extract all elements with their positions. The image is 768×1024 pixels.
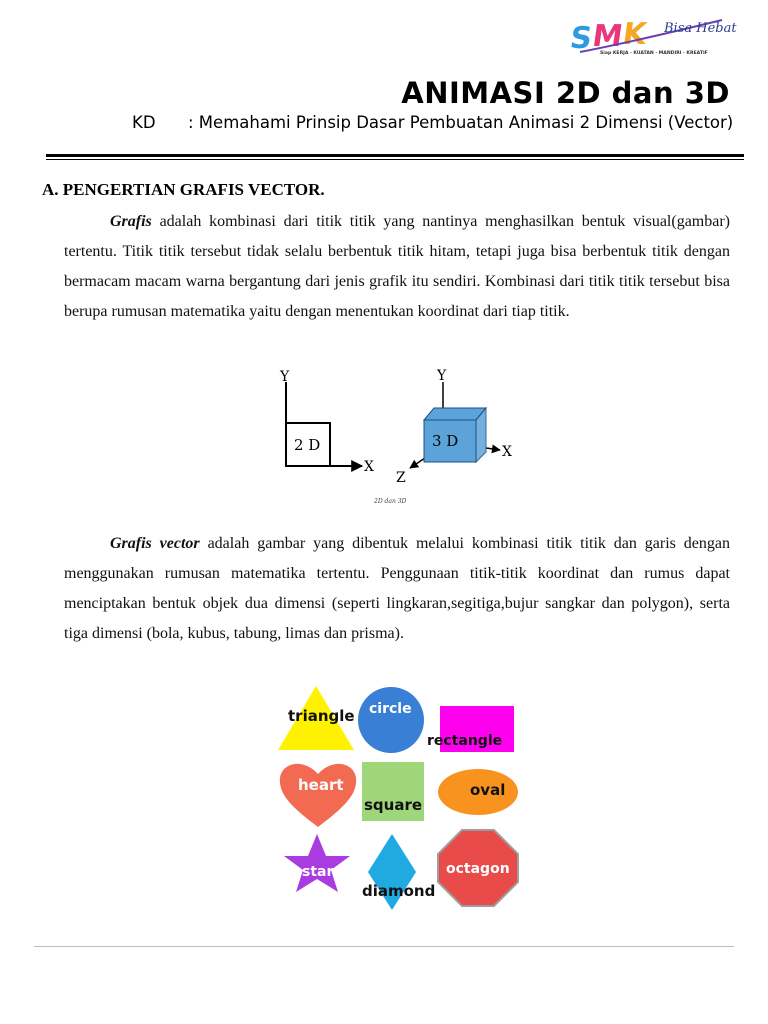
page-title: ANIMASI 2D dan 3D bbox=[401, 76, 730, 110]
triangle-label: triangle bbox=[288, 707, 355, 725]
label-3d: 3 D bbox=[432, 432, 459, 450]
smk-logo bbox=[567, 12, 737, 56]
logo-subline: Siap KERJA · KUATAN · MANDIRI · KREATIF bbox=[600, 51, 708, 56]
shape-rectangle bbox=[427, 706, 514, 752]
rectangle-label: rectangle bbox=[427, 733, 503, 749]
shape-heart bbox=[280, 764, 356, 827]
paragraph-grafis-vector bbox=[64, 529, 730, 649]
header-rule-thick bbox=[46, 154, 744, 157]
term-grafis-vector: Grafis vector bbox=[110, 535, 200, 552]
paragraph-grafis-text: adalah kombinasi dari titik titik yang nantinya menghasilkan bentuk visual(gambar) tertentu. Titik titik tersebut tidak selalu berbentuk titik hitam, tetapi juga bisa berbentuk titik dengan bermacam macam warna bergantung dari jenis grafik itu sendiri. Kombinasi dari titik titik tersebut bisa berupa rumusan matematika yaitu dengan menentukan koordinat dari tiap titik. bbox=[64, 213, 730, 320]
oval-label: oval bbox=[470, 781, 506, 799]
shape-oval bbox=[438, 769, 518, 815]
header-rule-thin bbox=[46, 159, 744, 160]
figure-2d-3d bbox=[264, 364, 524, 510]
axis-x-3d-line bbox=[486, 448, 500, 450]
square-label: square bbox=[364, 796, 423, 814]
axis-x-2d-label: X bbox=[364, 459, 374, 475]
term-grafis: Grafis bbox=[110, 213, 152, 230]
logo-letter-s: S bbox=[567, 21, 595, 56]
axis-y-2d-label: Y bbox=[280, 369, 290, 385]
shape-circle bbox=[358, 687, 424, 753]
diamond-label: diamond bbox=[362, 882, 436, 900]
cube-top-face bbox=[424, 408, 486, 420]
octagon-label: octagon bbox=[446, 861, 510, 877]
shape-octagon bbox=[438, 830, 518, 906]
section-heading: A. PENGERTIAN GRAFIS VECTOR. bbox=[42, 180, 325, 199]
kd-line bbox=[132, 113, 734, 132]
shape-star bbox=[284, 834, 350, 892]
logo-tagline: Bisa Hebat bbox=[664, 21, 737, 36]
star-label: star bbox=[302, 864, 334, 880]
footer-rule bbox=[34, 946, 734, 947]
axis-y-3d-label: Y bbox=[437, 368, 447, 384]
logo-letter-m: M bbox=[590, 19, 625, 54]
circle-label: circle bbox=[369, 701, 412, 717]
heart-label: heart bbox=[298, 776, 344, 794]
circle-shape bbox=[358, 687, 424, 753]
figure-caption: 2D dan 3D bbox=[374, 498, 407, 505]
paragraph-grafis-vector-text: adalah gambar yang dibentuk melalui kombinasi titik titik dan garis dengan menggunakan rumusan matematika tertentu. Penggunaan titik-titik koordinat dan rumus dapat menciptakan bentuk objek dua dimensi (seperti lingkaran,segitiga,bujur sangkar dan polygon), serta tiga dimensi (bola, kubus, tabung, limas dan prisma). bbox=[64, 535, 731, 642]
logo-letter-k: K bbox=[620, 17, 649, 52]
shape-triangle bbox=[278, 686, 355, 750]
star-shape bbox=[284, 834, 350, 892]
label-2d: 2 D bbox=[294, 436, 321, 454]
paragraph-grafis bbox=[64, 207, 730, 327]
shape-square bbox=[362, 762, 424, 821]
axis-x-3d-label: X bbox=[502, 444, 512, 460]
axis-z-3d-label: Z bbox=[396, 470, 406, 486]
kd-label: KD bbox=[132, 113, 156, 132]
figure-vector-shapes bbox=[274, 684, 524, 914]
shape-diamond bbox=[362, 834, 435, 910]
heart-shape bbox=[280, 764, 356, 827]
kd-text: : Memahami Prinsip Dasar Pembuatan Animasi 2 Dimensi (Vector) bbox=[188, 113, 734, 132]
